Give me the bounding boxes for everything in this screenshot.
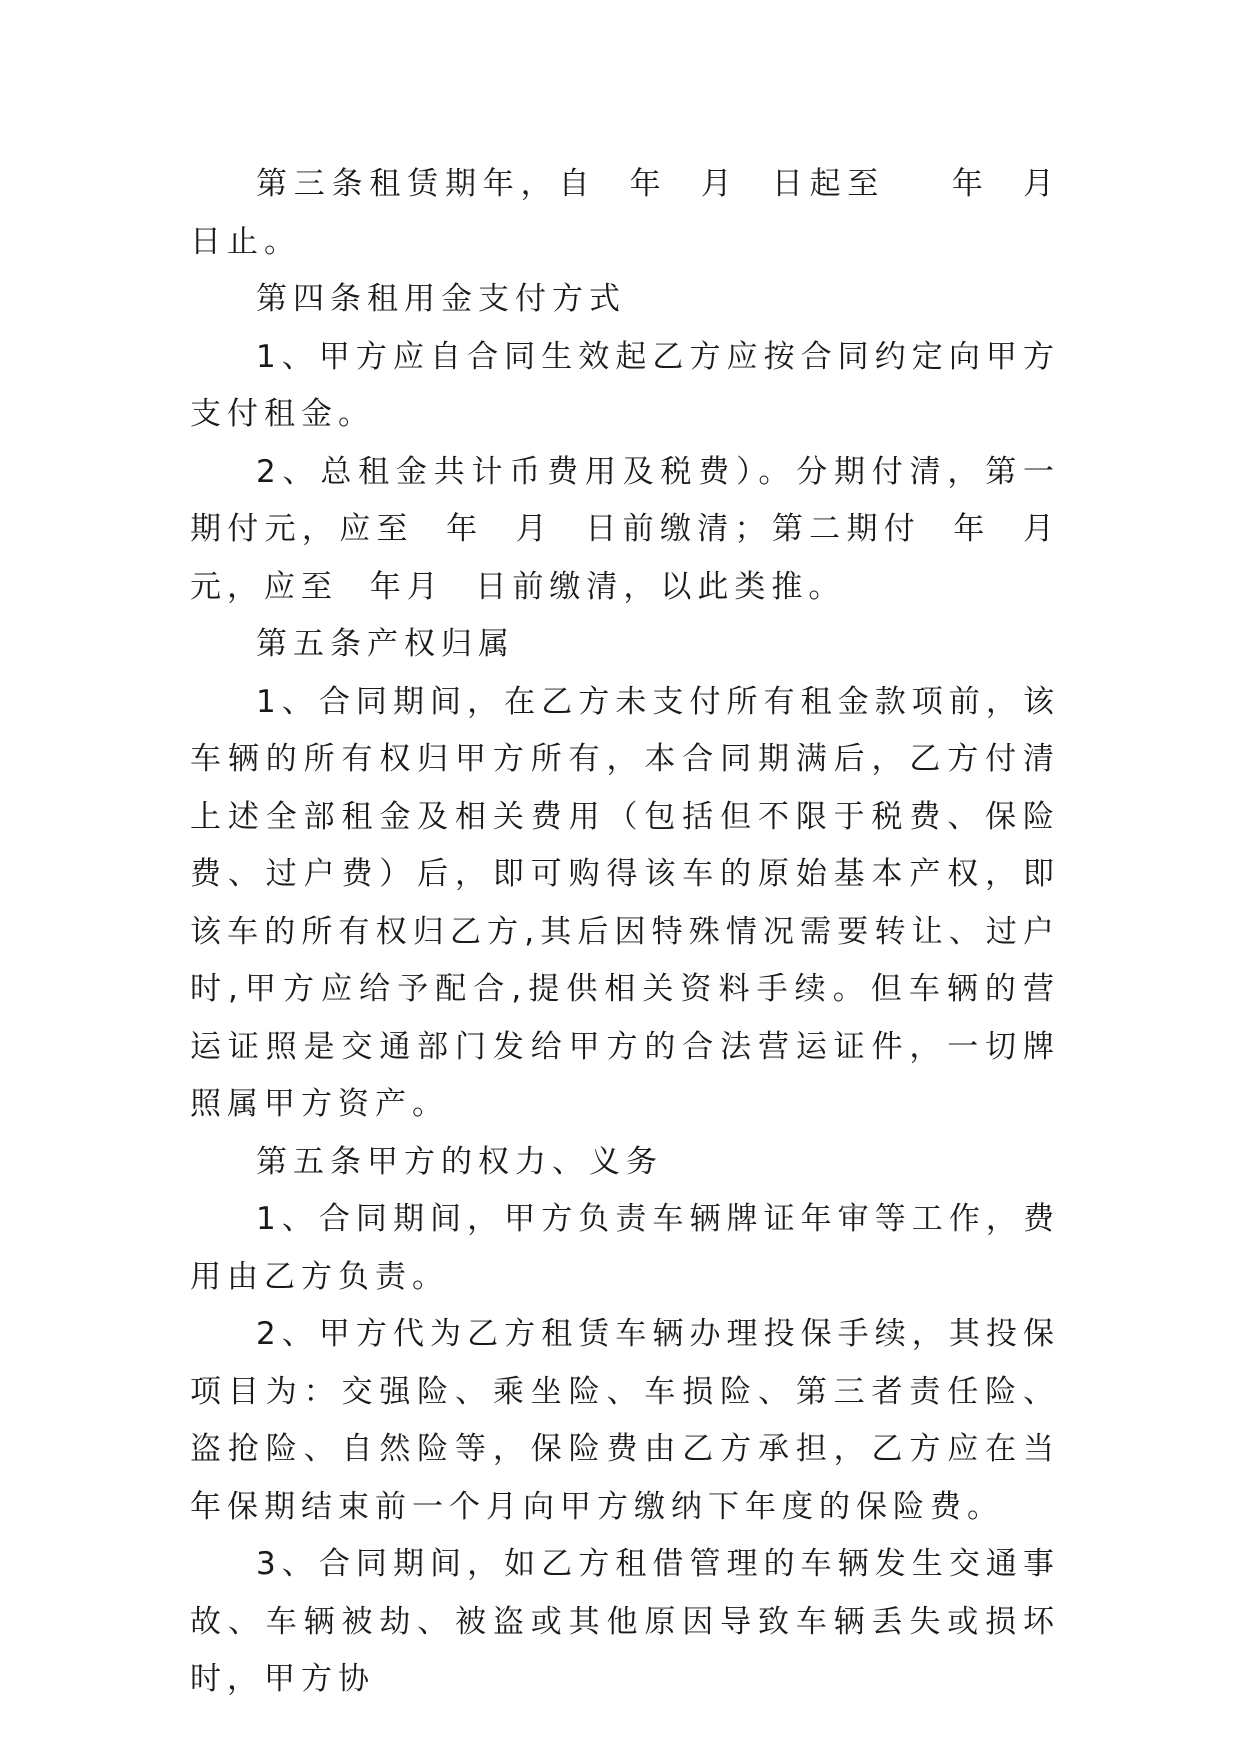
article-5-clause-1: 1、合同期间，在乙方未支付所有租金款项前，该车辆的所有权归甲方所有，本合同期满后，乙方付清上述全部租金及相关费用（包括但不限于税费、保险费、过户费）后，即可购得该车的原始基本产权，即该车的所有权归乙方,其后因特殊情况需要转让、过户时,甲方应给予配合,提供相关资料手续。但车辆的营运证照是交通部门发给甲方的合法营运证件，一切牌照属甲方资产。 — [190, 683, 1060, 1122]
article-4-heading: 第四条租用金支付方式 — [256, 281, 626, 317]
document-body — [190, 156, 1092, 1709]
article-5b-heading: 第五条甲方的权力、义务 — [256, 1143, 663, 1180]
article-5b-clause-2: 2、甲方代为乙方租赁车辆办理投保手续，其投保项目为：交强险、乘坐险、车损险、第三者责任险、盗抢险、自然险等，保险费由乙方承担，乙方应在当年保期结束前一个月向甲方缴纳下年度的保险费。 — [190, 1316, 1060, 1525]
article-3-lease-term: 第三条租赁期年，自 年 月 日起至 年 月 日止。 — [190, 166, 1092, 260]
article-5b-clause-3: 3、合同期间，如乙方租借管理的车辆发生交通事故、车辆被劫、被盗或其他原因导致车辆丢失或损坏时，甲方协 — [190, 1546, 1060, 1697]
article-5-heading: 第五条产权归属 — [256, 626, 515, 662]
article-4-clause-2: 2、总租金共计币费用及税费）。分期付清，第一期付元，应至 年 月 日前缴清；第二期付 年 月 元，应至 年月 日前缴清，以此类推。 — [190, 453, 1092, 605]
article-4-clause-1: 1、甲方应自合同生效起乙方应按合同约定向甲方支付租金。 — [190, 338, 1060, 432]
article-5b-clause-1: 1、合同期间，甲方负责车辆牌证年审等工作，费用由乙方负责。 — [190, 1201, 1060, 1295]
